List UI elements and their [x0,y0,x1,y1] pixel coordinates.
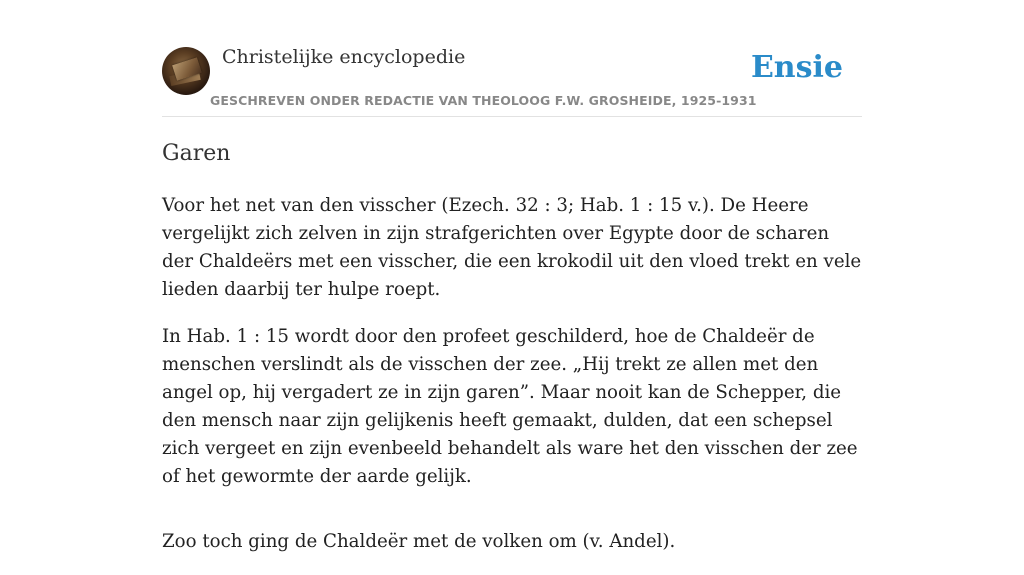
article [162,138,864,575]
encyclopedia-avatar[interactable] [162,47,210,95]
article-paragraph: Voor het net van den visscher (Ezech. 32 : 3; Hab. 1 : 15 v.). De Heere vergelijkt zich zelven in zijn strafgerichten over Egypte door de scharen der Chaldeërs met een visscher, die een krokodil uit den vloed trekt en vele lieden daarbij ter hulpe roept. [162,195,862,300]
article-paragraph: Zoo toch ging de Chaldeër met de volken om (v. Andel). [162,531,676,552]
site-subtitle: GESCHREVEN ONDER REDACTIE VAN THEOLOOG F.W. GROSHEIDE, 1925-1931 [210,93,757,108]
site-title[interactable]: Christelijke encyclopedie [222,46,466,68]
article-paragraph: In Hab. 1 : 15 wordt door den profeet geschilderd, hoe de Chaldeër de menschen verslindt als de visschen der zee. „Hij trekt ze allen met den angel op, hij vergadert ze in zijn garen”. Maar nooit kan de Schepper, die den mensch naar zijn gelijkenis heeft gemaakt, dulden, dat een schepsel zich vergeet en zijn evenbeeld behandelt als ware het den visschen der zee of het gewormte der aarde gelijk. [162,326,858,487]
brand-logo-link[interactable]: Ensie [750,50,843,85]
article-title: Garen [162,141,231,166]
site-header [162,44,862,117]
